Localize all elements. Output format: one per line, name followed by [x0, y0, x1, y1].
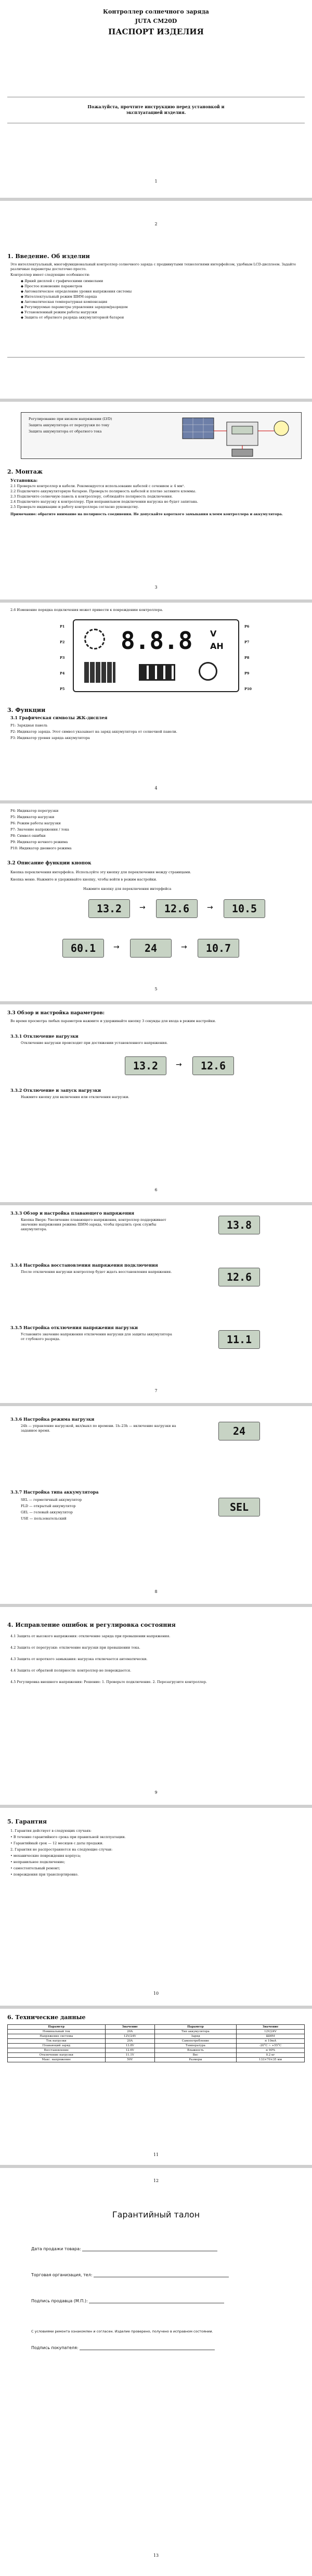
page-mount — [0, 402, 312, 600]
function-line: P8: Символ ошибки — [10, 834, 46, 838]
page-number: 10 — [153, 1991, 159, 1996]
settings-sub: 3.3.7 Настройка типа аккумулятора — [10, 1489, 99, 1495]
warranty-item: • неправильное подключение; — [10, 1860, 66, 1864]
settings-sub: 3.3.3 Обзор и настройка плавающего напряжения — [10, 1210, 135, 1216]
table-row: Восстановление 12.6V Влажность ≤ 90% — [8, 2048, 305, 2053]
button-desc: Кнопка переключения интерфейса. Используйте эту кнопку для переключения между страницами. — [10, 870, 191, 874]
warranty-item: 1. Гарантия действует в следующих случаях: — [10, 1829, 92, 1833]
settings-sub: 3.3.4 Настройка восстановления напряжения подключения — [10, 1263, 158, 1268]
seller-signature-line[interactable] — [89, 2298, 224, 2303]
page-number: 13 — [153, 2553, 159, 2558]
section-heading-settings: 3.3 Обзор и настройка параметров: — [7, 1011, 105, 1016]
lcd-screen: SEL — [218, 1498, 260, 1516]
warranty-item: • Гарантийный срок — 12 месяцев с даты продажи. — [10, 1841, 103, 1845]
page-functions — [0, 804, 312, 1001]
date-input-line[interactable] — [82, 2246, 217, 2251]
table-header: Параметр — [8, 2025, 106, 2030]
feature-item: ◆ Яркий дисплей с графическими символами — [21, 279, 103, 284]
fault-item: 4.1 Защита от высокого напряжения: отключение заряда при превышении напряжения. — [10, 1634, 171, 1638]
mount-warning: Примечание: обратите внимание на полярность соединения. Не допускайте короткого замыкания клемм контроллера и аккумулятора. — [10, 512, 283, 516]
buyer-signature — [31, 2345, 215, 2350]
lcd-screen: 11.1 — [218, 1330, 260, 1349]
function-line: P9: Индикатор ночного режима — [10, 840, 68, 844]
page-number: 7 — [154, 1388, 158, 1393]
feature-item: ◆ Автоматическая температурная компенсация — [21, 300, 107, 304]
section-heading-faults: 4. Исправление ошибок и регулировка состояния — [7, 1622, 176, 1628]
lcd-screen: 24 — [130, 939, 172, 958]
tech-table — [7, 2024, 305, 2062]
page-number: 3 — [154, 585, 158, 590]
field-label: Торговая организация, тел: — [31, 2273, 93, 2277]
function-line: P7: Значение напряжения / тока — [10, 827, 69, 832]
mount-line: 2.5 Проверьте индикацию и работу контроллера согласно руководству. — [10, 505, 139, 509]
page-tech — [0, 2009, 312, 2165]
page-number: 5 — [154, 987, 158, 991]
page-cover — [0, 0, 312, 198]
fault-item: 4.2 Защита от перегрузки: отключение нагрузки при превышении тока. — [10, 1646, 140, 1650]
page-intro — [0, 201, 312, 399]
lcd-screen: 60.1 — [62, 939, 104, 958]
wiring-diagram — [21, 412, 302, 459]
function-line: P10: Индикатор дневного режима — [10, 846, 72, 850]
diagram-item: Регулирование при низком напряжении (LVD) — [29, 417, 112, 421]
table-row: Макс. напряжение 50V Размеры 133×70×35 мм — [8, 2058, 305, 2062]
arrow-right-icon: → — [139, 903, 146, 912]
page-display — [0, 603, 312, 800]
mount-line: 2.4 Подключите нагрузку к контроллеру. При неправильном подключении нагрузка не будет запитана. — [10, 500, 198, 504]
feature-item: ◆ Установленный режим работы нагрузки — [21, 310, 97, 315]
page-warranty — [0, 1808, 312, 2006]
warranty-item: • механические повреждения корпуса; — [10, 1854, 81, 1858]
lcd-label: P8 — [244, 656, 250, 660]
warranty-item: • В течение гарантийного срока при правильной эксплуатации. — [10, 1835, 126, 1839]
warranty-item: 2. Гарантия не распространяется на следующие случаи: — [10, 1847, 113, 1852]
page-number: 8 — [154, 1589, 158, 1594]
lcd-label: P3 — [60, 656, 65, 660]
wiring-svg — [21, 413, 302, 460]
section-heading-functions: 3. Функции — [7, 707, 46, 713]
table-header: Значение — [236, 2025, 304, 2030]
button-desc: Кнопка меню. Нажмите и удерживайте кнопку, чтобы войти в режим настройки. — [10, 877, 157, 882]
page-number: 11 — [153, 2152, 159, 2157]
lamp-icon — [274, 421, 289, 436]
battery-type: USE — пользовательский — [21, 1516, 67, 1521]
lcd-screen: 13.8 — [218, 1216, 260, 1234]
function-line: P4: Индикатор перегрузки — [10, 809, 59, 813]
arrow-right-icon: → — [181, 943, 187, 951]
warranty-item: • повреждения при транспортировке. — [10, 1872, 79, 1877]
page-guarantee — [0, 2168, 312, 2576]
settings-text: Отключение нагрузки происходит при достижении установленного напряжения. — [21, 1041, 168, 1045]
section-heading-buttons: 3.2 Описание функции кнопок — [7, 861, 92, 866]
lcd-screen: 12.6 — [156, 899, 198, 918]
guarantee-field — [31, 2272, 229, 2277]
feature-item: ◆ Защита от обратного разряда аккумуляторной батареи — [21, 315, 124, 320]
lcd-label: P9 — [244, 671, 250, 675]
battery-type: FLD — открытый аккумулятор — [21, 1504, 76, 1508]
solar-panel-icon — [183, 418, 214, 439]
function-line: P5: Индикатор нагрузки — [10, 815, 55, 819]
battery-icon — [232, 449, 253, 456]
section-heading-intro: 1. Введение. Об изделии — [7, 253, 90, 260]
lcd-screen: 10.7 — [198, 939, 239, 958]
settings-sub: 3.3.6 Настройка режима нагрузки — [10, 1417, 95, 1422]
page-settings-1 — [0, 1004, 312, 1202]
table-row: Плавающий заряд 13.8V Температура -20°C ~ +55°C — [8, 2044, 305, 2048]
guarantee-footer: С условиями ремонта ознакомлен и согласен. Изделие проверено, получено в исправном состоянии. — [31, 2329, 213, 2333]
settings-sub: 3.3.1 Отключение нагрузки — [10, 1034, 79, 1039]
lcd-overview — [73, 619, 239, 692]
page-settings-2 — [0, 1205, 312, 1403]
section-heading-warranty: 5. Гарантия — [7, 1818, 47, 1825]
guarantee-field — [31, 2246, 217, 2251]
settings-text: Нажмите кнопку для включения или отключения нагрузки. — [21, 1095, 129, 1099]
lcd-label: P7 — [244, 640, 250, 644]
diagram-item: Защита аккумулятора от обратного тока — [29, 429, 102, 433]
lcd-label: P1 — [60, 624, 65, 629]
mount-line: 2.1 Проверьте контроллер и кабели. Рекомендуется использование кабелей с сечением ≥ 4 мм². — [10, 484, 185, 488]
field-label: Подпись покупателя: — [31, 2345, 79, 2350]
guarantee-title: Гарантийный талон — [112, 2210, 200, 2220]
table-row: Отключение нагрузки 11.1V Вес 0.2 кг — [8, 2053, 305, 2058]
buyer-signature-line[interactable] — [80, 2345, 215, 2350]
mount-sub: Установка: — [10, 478, 38, 483]
lcd-screen: 10.5 — [224, 899, 265, 918]
settings-sub: 3.3.5 Настройка отключения напряжения нагрузки — [10, 1325, 138, 1330]
function-line: P3: Индикатор уровня заряда аккумулятора — [10, 736, 90, 740]
panel-icon — [84, 662, 115, 683]
functions-sub: 3.1 Графическая символы ЖК-дисплея — [10, 715, 108, 720]
fault-item: 4.4 Защита от обратной полярности: контроллер не повреждается. — [10, 1668, 132, 1673]
fault-item: 4.3 Защита от короткого замыкания: нагрузка отключается автоматически. — [10, 1657, 148, 1661]
settings-text: Установите значение напряжения отключения нагрузки для защиты аккумулятора от глубокого разряда. — [21, 1332, 172, 1341]
bulb-icon — [199, 662, 217, 681]
table-row: Напряжение системы 12V/24V Заряд ШИМ — [8, 2034, 305, 2039]
settings-text: 24h — управление нагрузкой, вкл/выкл по времени. 1h–23h — включение нагрузки на заданное время. — [21, 1424, 176, 1433]
section-heading-mount: 2. Монтаж — [7, 468, 43, 475]
warranty-item: • самостоятельный ремонт; — [10, 1866, 60, 1870]
lcd-digits: 8.8.8 — [121, 627, 193, 655]
table-row: Ток нагрузки 20A Самопотребление ≤ 10mA — [8, 2039, 305, 2044]
settings-text: Кнопка Вверх: Увеличение плавающего напряжения, контроллер поддерживает значение напряжения режима ШИМ-заряда, чтобы продлить срок службы аккумулятора. — [21, 1218, 166, 1231]
guarantee-field — [31, 2298, 224, 2303]
feature-item: ◆ Простое изменение параметров — [21, 284, 82, 289]
settings-text: После отключения нагрузки контроллер будет ждать восстановления напряжения. — [21, 1270, 172, 1274]
lcd-screen: 13.2 — [88, 899, 130, 918]
mount-line: 2.2 Подключите аккумуляторную батарею. Проверьте полярность кабелей и плотно затяните клеммы. — [10, 489, 197, 493]
page-settings-3 — [0, 1406, 312, 1604]
table-header: Параметр — [154, 2025, 236, 2030]
feature-item: ◆ Автоматическое определение уровня напряжения системы — [21, 289, 132, 294]
doc-title-passport: ПАСПОРТ ИЗДЕЛИЯ — [108, 27, 204, 36]
page-number: 12 — [153, 2178, 159, 2183]
page-number: 6 — [154, 1188, 158, 1192]
sun-icon — [84, 629, 105, 649]
feature-item: ◆ Интеллектуальный режим ШИМ-заряда — [21, 295, 97, 299]
lcd-screen: 13.2 — [125, 1056, 166, 1075]
lcd-screen: 12.6 — [218, 1268, 260, 1286]
lcd-label: P4 — [60, 671, 65, 675]
field-label: Дата продажи товара: — [31, 2247, 81, 2251]
table-header-row — [8, 2025, 305, 2030]
page-number: 9 — [154, 1790, 158, 1795]
doc-title-model: JUTA CM20D — [135, 18, 177, 24]
lcd-label: P6 — [244, 624, 250, 629]
page-number: 1 — [154, 179, 158, 184]
lcd-screen: 24 — [218, 1422, 260, 1440]
lcd-unit-ah: AH — [210, 641, 224, 651]
lcd-unit-v: V — [210, 629, 217, 639]
divider — [7, 357, 305, 358]
function-line: P1: Зарядная панель — [10, 723, 48, 728]
page-number: 2 — [154, 222, 158, 226]
page-number: 4 — [154, 786, 158, 790]
mount-note: 2.6 Изменение порядка подключения может привести к повреждению контроллера. — [10, 608, 163, 612]
intro-features-lead: Контроллер имеет следующие особенности: — [10, 273, 90, 277]
doc-notice: Пожалуйста, прочтите инструкцию перед установкой и эксплуатацией изделия. — [87, 104, 225, 115]
button-caption: Нажмите кнопку для переключения интерфейса — [83, 887, 172, 891]
function-line: P6: Режим работы нагрузки — [10, 821, 61, 825]
field-label: Подпись продавца (М.П.): — [31, 2299, 88, 2303]
diagram-item: Защита аккумулятора от перегрузки по току — [29, 423, 110, 427]
arrow-right-icon: → — [207, 903, 213, 912]
lcd-screen: 12.6 — [192, 1056, 234, 1075]
arrow-right-icon: → — [113, 943, 120, 951]
section-heading-tech: 6. Технические данные — [7, 2014, 86, 2021]
fault-item: 4.5 Регулировка внешнего напряжения: Решение: 1. Проверьте подключение. 2. Перезагрузите контроллер. — [10, 1680, 207, 1684]
shop-input-line[interactable] — [94, 2272, 229, 2277]
intro-paragraph: Это интеллектуальный, многофункциональный контроллер солнечного заряда с продвинутыми технологиями интерфейсом, удобным LCD-дисплеем. Задайте различные параметры достаточно просто. — [10, 262, 296, 271]
lcd-label: P5 — [60, 687, 65, 691]
lcd-label: P2 — [60, 640, 65, 644]
battery-type: GEL — гелевый аккумулятор — [21, 1510, 73, 1514]
lcd-label: P10 — [244, 687, 252, 691]
table-row: Номинальный ток 20A Тип аккумулятора 12V/24V — [8, 2030, 305, 2034]
settings-intro: Во время просмотра любых параметров нажмите и удерживайте кнопку 3 секунды для входа в режим настройки. — [10, 1019, 216, 1023]
arrow-right-icon: → — [176, 1061, 182, 1069]
mount-line: 2.3 Подключите солнечную панель к контроллеру, соблюдайте полярность подключения. — [10, 494, 173, 499]
table-header: Значение — [105, 2025, 154, 2030]
function-line: P2: Индикатор заряда. Этот символ указывает на заряд аккумулятора от солнечной панели. — [10, 730, 177, 734]
settings-sub: 3.3.2 Отключение и запуск нагрузки — [10, 1088, 101, 1093]
page-faults — [0, 1607, 312, 1805]
battery-icon — [139, 664, 175, 681]
battery-type: SEL — герметичный аккумулятор — [21, 1498, 82, 1502]
feature-item: ◆ Регулируемые параметры управления зарядом/разрядом — [21, 305, 127, 310]
doc-title-line1: Контроллер солнечного заряда — [103, 8, 209, 15]
